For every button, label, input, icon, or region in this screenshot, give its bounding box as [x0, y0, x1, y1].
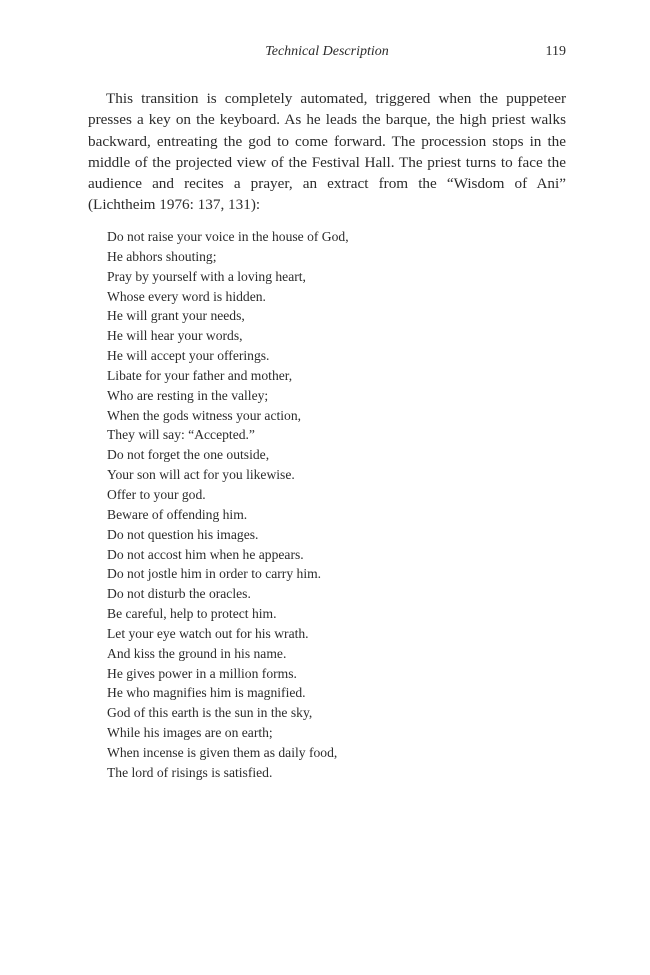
poem-line: Your son will act for you likewise.	[107, 467, 295, 483]
running-header	[88, 44, 566, 64]
page-number: 119	[545, 44, 566, 59]
poem-line: He abhors shouting;	[107, 248, 217, 264]
poem-line: When the gods witness your action,	[107, 407, 302, 423]
poem-line: And kiss the ground in his name.	[107, 645, 287, 661]
poem-line: They will say: “Accepted.”	[107, 427, 255, 443]
poem-line: He will accept your offerings.	[107, 348, 270, 364]
poem-line: Do not accost him when he appears.	[107, 546, 304, 562]
poem-line: God of this earth is the sun in the sky,	[107, 705, 313, 721]
poem-line: Do not forget the one outside,	[107, 447, 270, 463]
poem-line: He will grant your needs,	[107, 308, 245, 324]
poem-line: Do not jostle him in order to carry him.	[107, 566, 322, 582]
poem-line: Libate for your father and mother,	[107, 367, 293, 383]
running-title: Technical Description	[265, 44, 389, 59]
poem-line: He gives power in a million forms.	[107, 665, 297, 681]
body-paragraph: This transition is completely automated, triggered when the puppeteer presses a key on the keyboard. As he leads the barque, the high priest walks backward, entreating the god to come forward. The procession stops in the middle of the projected view of the Festival Hall. The priest turns to face the audience and recites a prayer, an extract from the “Wisdom of Ani” (Lichtheim 1976: 137, 131):	[88, 90, 566, 214]
poem-line: Do not disturb the oracles.	[107, 586, 251, 602]
poem-line: While his images are on earth;	[107, 725, 273, 741]
poem-line: Let your eye watch out for his wrath.	[107, 625, 309, 641]
poem-line: Do not raise your voice in the house of God,	[107, 229, 349, 244]
poem-extract	[107, 227, 547, 783]
poem-line: Do not question his images.	[107, 526, 259, 542]
poem-line: Pray by yourself with a loving heart,	[107, 268, 306, 284]
poem-line: Beware of offending him.	[107, 506, 248, 522]
poem-line: When incense is given them as daily food,	[107, 744, 338, 760]
poem-line: He who magnifies him is magnified.	[107, 685, 306, 701]
poem-line: Whose every word is hidden.	[107, 288, 266, 304]
poem-line: Be careful, help to protect him.	[107, 606, 277, 622]
poem-line: He will hear your words,	[107, 328, 243, 344]
poem-line: The lord of risings is satisfied.	[107, 764, 273, 780]
poem-line: Offer to your god.	[107, 486, 206, 502]
poem-line: Who are resting in the valley;	[107, 387, 269, 403]
